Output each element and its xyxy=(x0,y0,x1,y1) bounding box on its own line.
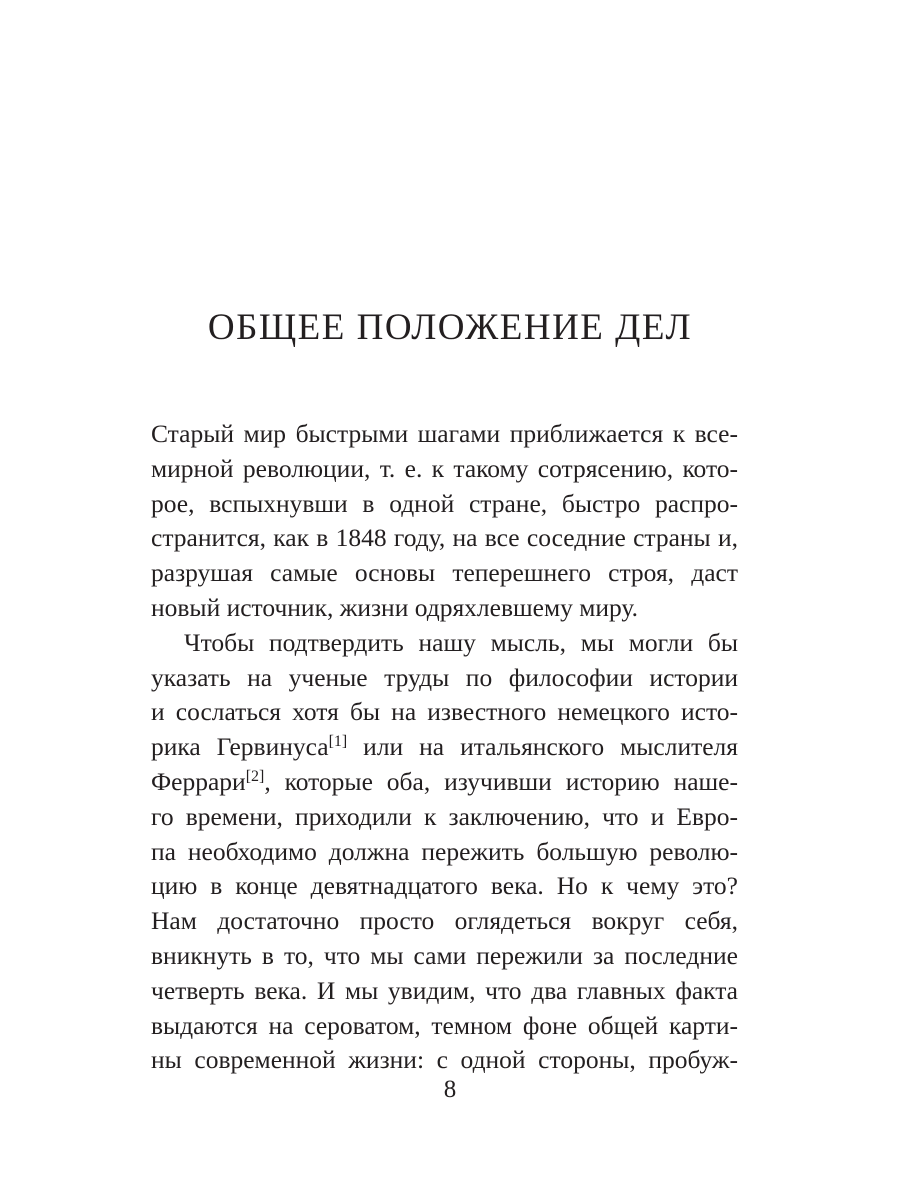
body-text xyxy=(151,417,738,1078)
text-line: новый источник, жизни одряхлевшему миру. xyxy=(151,592,639,622)
text-segment: рика Гервинуса xyxy=(151,732,329,762)
text-line: и сослаться хотя бы на известного немецкого исто- xyxy=(151,697,738,727)
text-line: Чтобы подтвердить нашу мысль, мы могли бы xyxy=(184,627,738,657)
text-line: ны современной жизни: с одной стороны, пробуж- xyxy=(151,1045,738,1075)
page-number: 8 xyxy=(443,1076,457,1103)
paragraph-2 xyxy=(151,626,738,1078)
text-line: мирной революции, т. е. к такому сотрясению, кото- xyxy=(151,453,738,483)
text-segment: , которые оба, изучивши историю наше- xyxy=(264,766,738,796)
text-line-with-footnote xyxy=(151,765,738,800)
text-line: вникнуть в то, что мы сами пережили за последние xyxy=(151,940,738,970)
paragraph-1 xyxy=(151,417,738,626)
footnote-ref-2[interactable]: [2] xyxy=(245,767,265,785)
text-segment: Феррари xyxy=(151,766,246,796)
text-line: странится, как в 1848 году, на все соседние страны и, xyxy=(151,523,738,553)
text-line: го времени, приходили к заключению, что и Евро- xyxy=(151,801,738,831)
text-line: рое, вспыхнувши в одной стране, быстро распро- xyxy=(151,488,738,518)
text-line-with-footnote xyxy=(151,730,738,765)
text-segment: или на итальянского мыслителя xyxy=(347,732,739,762)
chapter-title: ОБЩЕЕ ПОЛОЖЕНИЕ ДЕЛ xyxy=(207,307,693,348)
text-line: разрушая самые основы теперешнего строя, даст xyxy=(151,558,738,588)
text-line: выдаются на сероватом, темном фоне общей карти- xyxy=(151,1010,738,1040)
text-line: цию в конце девятнадцатого века. Но к чему это? xyxy=(151,871,738,901)
text-line: четверть века. И мы увидим, что два главных факта xyxy=(151,975,738,1005)
text-line: па необходимо должна пережить большую револю- xyxy=(151,836,738,866)
text-line: Старый мир быстрыми шагами приближается к все- xyxy=(151,419,738,448)
text-line: Нам достаточно просто оглядеться вокруг себя, xyxy=(151,906,738,936)
text-line: указать на ученые труды по философии истории xyxy=(151,662,738,692)
footnote-ref-1[interactable]: [1] xyxy=(328,733,348,751)
